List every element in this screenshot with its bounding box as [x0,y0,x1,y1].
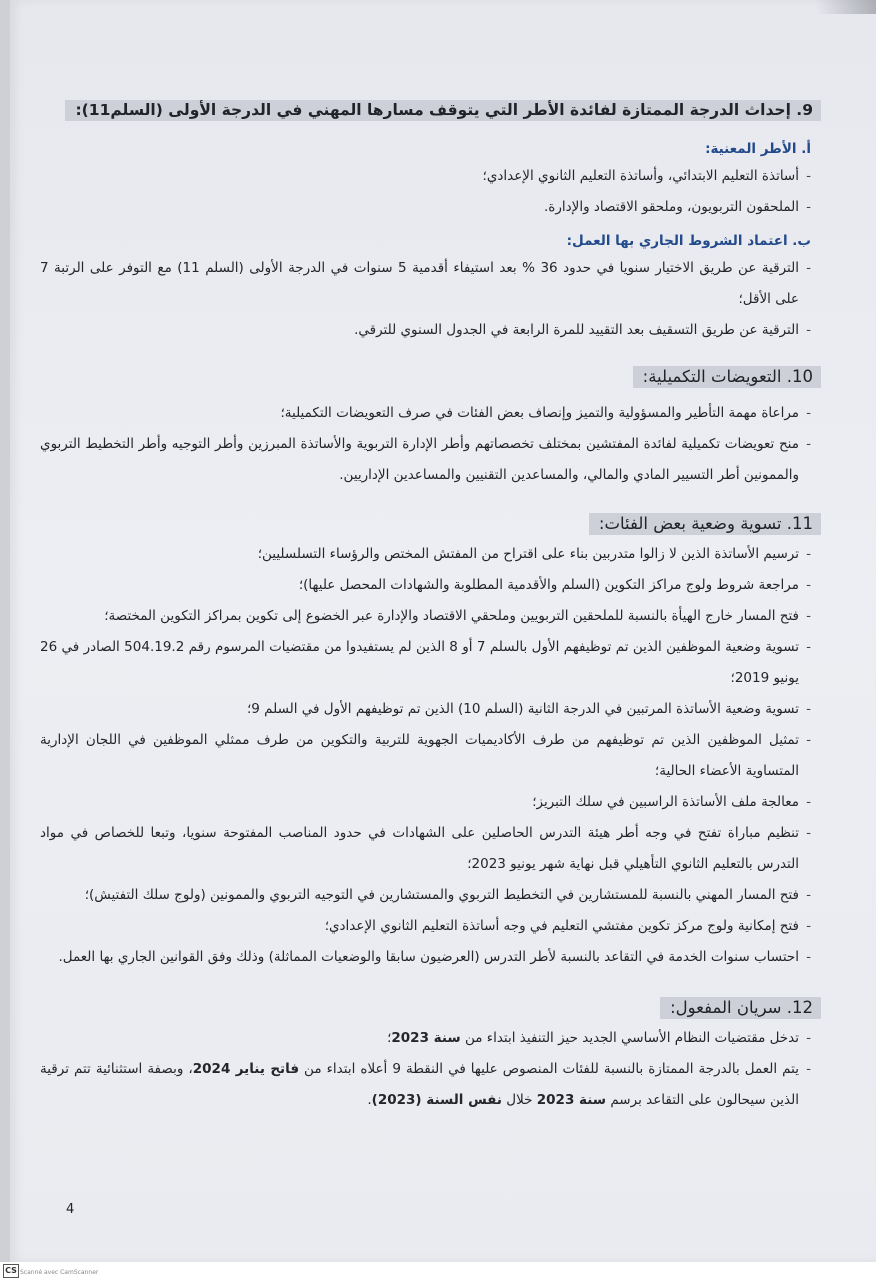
list-item: - معالجة ملف الأساتذة الراسبين في سلك التبريز؛ [40,787,811,818]
list-item: - الترقية عن طريق الاختيار سنويا في حدود 36 % بعد استيفاء أقدمية 5 سنوات في الدرجة الأولى (السلم 11) مع التوفر على الرتبة 7 على الأقل؛ [40,253,811,315]
list-item: - الترقية عن طريق التسقيف بعد التقييد للمرة الرابعة في الجدول السنوي للترقي. [40,315,811,346]
list-item: - فتح المسار خارج الهيأة بالنسبة للملحقين التربويين وملحقي الاقتصاد والإدارة عبر الخضوع إلى تكوين بمراكز التكوين المختصة؛ [40,601,811,632]
section-11-list [40,539,821,973]
section-10-heading: 10. التعويضات التكميلية: [633,366,821,388]
item-text: تدخل مقتضيات النظام الأساسي الجديد حيز التنفيذ ابتداء من [460,1030,799,1046]
section-12-list [40,1023,821,1116]
section-10 [40,366,821,491]
section-12-heading: 12. سريان المفعول: [660,997,821,1019]
document-body [40,100,821,1130]
document-page [10,0,876,1262]
item-bold: نفس السنة (2023) [371,1092,502,1108]
item-text: ، وبصفة استثنائية تتم ترقية الذين سيحالون على التقاعد برسم [40,1061,799,1108]
scanner-footer [0,1262,876,1280]
item-text: . [367,1092,372,1108]
item-text: خلال [501,1092,537,1108]
list-item: - فتح إمكانية ولوج مركز تكوين مفتشي التعليم في وجه أساتذة التعليم الثانوي الإعدادي؛ [40,911,811,942]
section-11-heading: 11. تسوية وضعية بعض الفئات: [589,513,821,535]
list-item: - فتح المسار المهني بالنسبة للمستشارين في التخطيط التربوي والمستشارين في التوجيه التربوي والممونين (ولوج سلك التفتيش)؛ [40,880,811,911]
section-9-heading: 9. إحداث الدرجة الممتازة لفائدة الأطر التي يتوقف مسارها المهني في الدرجة الأولى (السلم11): [65,100,821,121]
list-item: - الملحقون التربويون، وملحقو الاقتصاد والإدارة. [40,192,811,223]
page-number: 4 [66,1202,75,1217]
list-item [40,1054,811,1116]
section-9-b-list [40,253,821,346]
list-item: - مراعاة مهمة التأطير والمسؤولية والتميز وإنصاف بعض الفئات في صرف التعويضات التكميلية؛ [40,398,811,429]
list-item: - احتساب سنوات الخدمة في التقاعد بالنسبة لأطر التدرس (العرضيون سابقا والوضعيات المماثلة) وذلك وفق القوانين الجاري بها العمل. [40,942,811,973]
section-9-sub-a: أ. الأطر المعنية: [705,141,811,157]
list-item: - تسوية وضعية الأساتذة المرتبين في الدرجة الثانية (السلم 10) الذين تم توظيفهم الأول في السلم 9؛ [40,694,811,725]
scanner-watermark-text: Scanné avec CamScanner [20,1269,99,1276]
page-edge-shadow [816,0,876,14]
list-item: - تنظيم مباراة تفتح في وجه أطر هيئة التدرس الحاصلين على الشهادات في حدود المناصب المفتوحة سنويا، وتبعا للخصاص في مواد التدرس بالتعليم الثانوي التأهيلي قبل نهاية شهر يونيو 2023؛ [40,818,811,880]
item-bold: فاتح يناير 2024 [192,1061,300,1077]
section-9-a-list [40,161,821,223]
item-text: يتم العمل بالدرجة الممتازة بالنسبة للفئات المنصوص عليها في النقطة 9 أعلاه ابتداء من [299,1061,799,1077]
item-bold: سنة 2023 [536,1092,607,1108]
section-9 [40,100,821,346]
item-text: ؛ [387,1030,392,1046]
camscanner-logo-icon: CS [3,1264,19,1278]
item-bold: سنة 2023 [391,1030,461,1046]
list-item: - تسوية وضعية الموظفين الذين تم توظيفهم الأول بالسلم 7 أو 8 الذين لم يستفيدوا من مقتضيات المرسوم رقم 504.19.2 الصادر في 26 يونيو 2019؛ [40,632,811,694]
list-item: - ترسيم الأساتذة الذين لا زالوا متدربين بناء على اقتراح من المفتش المختص والرؤساء التسلسليين؛ [40,539,811,570]
list-item: - منح تعويضات تكميلية لفائدة المفتشين بمختلف تخصصاتهم وأطر الإدارة التربوية والأساتذة المبرزين وأطر التوجيه وأطر التخطيط التربوي والممونين أطر التسيير المادي والمالي، والمساعدين التقنيين والمساعدين الإداريين. [40,429,811,491]
list-item [40,1023,811,1054]
list-item: - مراجعة شروط ولوج مراكز التكوين (السلم والأقدمية المطلوبة والشهادات المحصل عليها)؛ [40,570,811,601]
section-9-sub-b: ب. اعتماد الشروط الجاري بها العمل: [566,233,811,249]
section-12 [40,997,821,1116]
section-10-list [40,398,821,491]
list-item: - أساتذة التعليم الابتدائي، وأساتذة التعليم الثانوي الإعدادي؛ [40,161,811,192]
list-item: - تمثيل الموظفين الذين تم توظيفهم من طرف الأكاديميات الجهوية للتربية والتكوين من طرف ممثلي الموظفين في اللجان الإدارية المتساوية الأعضاء الحالية؛ [40,725,811,787]
section-11 [40,513,821,973]
